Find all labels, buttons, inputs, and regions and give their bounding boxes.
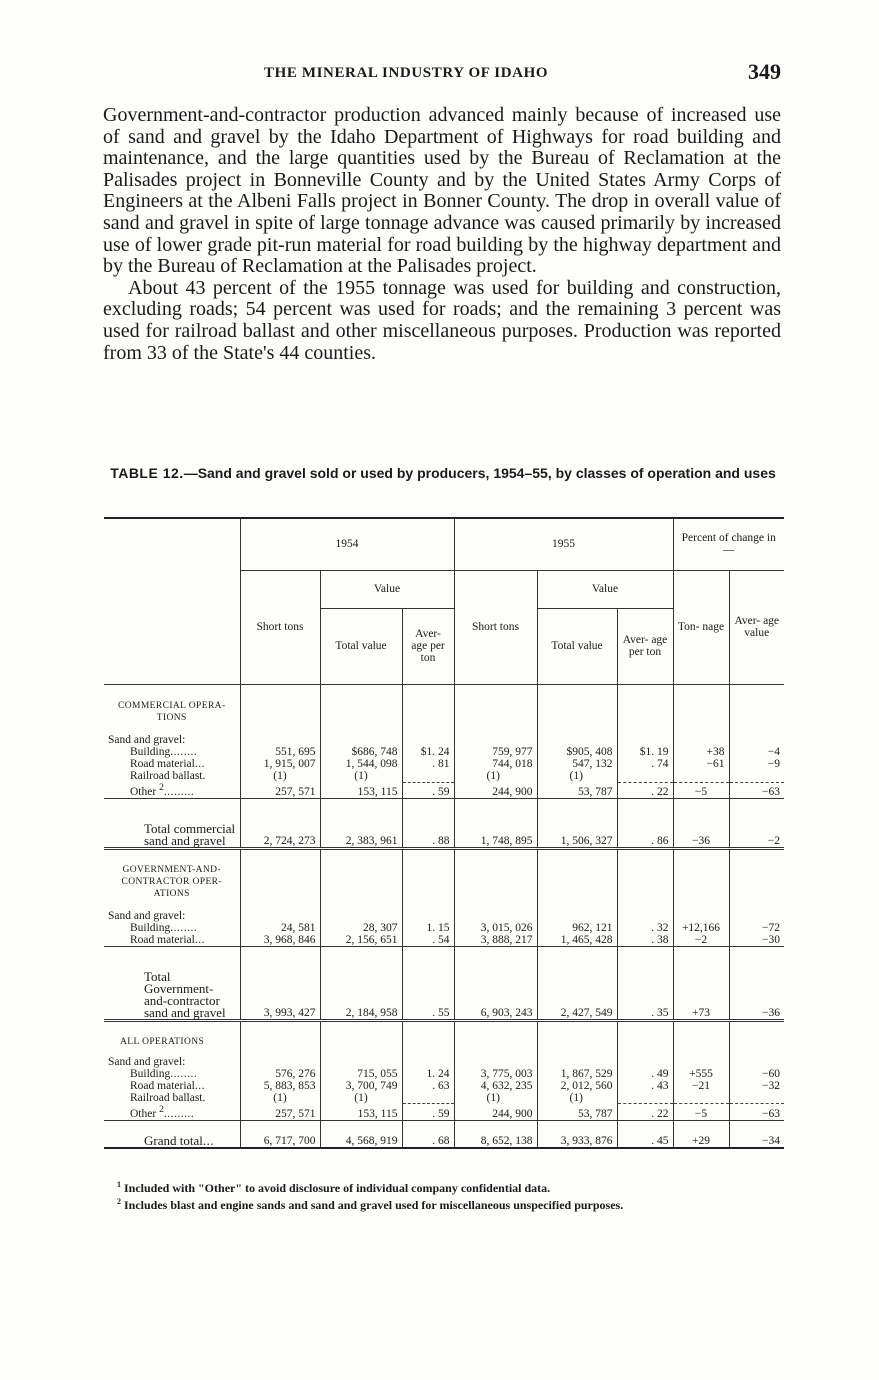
total-value-header-1954: Total value bbox=[320, 608, 402, 684]
table-cell: 2, 427, 549 bbox=[537, 946, 617, 1020]
table-cell: −61 bbox=[673, 758, 729, 770]
table-cell bbox=[729, 1092, 784, 1104]
section-commercial: COMMERCIAL OPERA- TIONS bbox=[117, 701, 226, 723]
table-cell: 1, 465, 428 bbox=[537, 934, 617, 947]
sand-gravel-label: Sand and gravel: bbox=[108, 734, 186, 746]
table-cell: 1. 24 bbox=[402, 1068, 454, 1080]
table-cell: (1) bbox=[240, 1092, 320, 1104]
row-label: Other bbox=[130, 785, 157, 798]
paragraph: Government-and-contractor production advanced mainly because of increased use of sand and gravel by the Idaho Department of Highways for road building and maintenance, and the large quantities used by the Bureau of Reclamation at the Palisades project in Bonneville County and by the United States Army Corps of Engineers at the Albeni Falls project in Bonner County. The drop in overall value of sand and gravel in spite of large tonnage advance was caused primarily by increased use of lower grade pit-run material for road building by the highway department and by the Bureau of Reclamation at the Palisades project. bbox=[103, 104, 781, 278]
table-cell: −63 bbox=[729, 782, 784, 798]
table-cell: 257, 571 bbox=[240, 1104, 320, 1120]
row-label: Railroad ballast bbox=[130, 1091, 203, 1104]
table-cell: 153, 115 bbox=[320, 1104, 402, 1120]
table-row bbox=[104, 724, 784, 746]
table-cell: 1, 915, 007 bbox=[240, 758, 320, 770]
table-cell bbox=[617, 770, 673, 782]
table-row: Road material... 1, 915, 007 1, 544, 098 . 81 744, 018 547, 132 . 74 −61 −9 bbox=[104, 758, 784, 770]
row-label: Railroad ballast bbox=[130, 770, 203, 782]
table-row: Railroad ballast. (1) (1) (1) (1) bbox=[104, 770, 784, 782]
sand-gravel-table bbox=[104, 517, 784, 1149]
table-caption-label: TABLE 12. bbox=[110, 465, 184, 481]
table-cell: $1. 19 bbox=[617, 746, 673, 758]
table-cell: 1, 867, 529 bbox=[537, 1068, 617, 1080]
table-cell: 153, 115 bbox=[320, 782, 402, 798]
table-row: Building........ 551, 695 $686, 748 $1. 24 759, 977 $905, 408 $1. 19 +38 −4 bbox=[104, 746, 784, 758]
table-cell bbox=[673, 770, 729, 782]
table-caption bbox=[104, 465, 782, 482]
row-label: Road material bbox=[130, 758, 195, 770]
table-row bbox=[104, 798, 784, 848]
table-cell: −30 bbox=[729, 934, 784, 947]
footnote bbox=[117, 1195, 797, 1212]
footnote-mark: 2 bbox=[159, 782, 164, 793]
table-cell: 2, 184, 958 bbox=[320, 946, 402, 1020]
year-1954-header: 1954 bbox=[240, 518, 454, 570]
table-cell: . 55 bbox=[402, 946, 454, 1020]
table-cell: 2, 724, 273 bbox=[240, 798, 320, 848]
table-row: Road material... 5, 883, 853 3, 700, 749 . 63 4, 632, 235 2, 012, 560 . 43 −21 −32 bbox=[104, 1080, 784, 1092]
table-cell bbox=[673, 1092, 729, 1104]
sand-gravel-label: Sand and gravel: bbox=[108, 909, 186, 922]
row-label: Other bbox=[130, 1107, 157, 1120]
table-cell: . 81 bbox=[402, 758, 454, 770]
table-cell: 6, 903, 243 bbox=[454, 946, 537, 1020]
table-row bbox=[104, 946, 784, 1020]
table-cell: 244, 900 bbox=[454, 1104, 537, 1120]
table-cell: . 22 bbox=[617, 782, 673, 798]
grand-total-text: Grand total bbox=[144, 1133, 203, 1149]
table-row: Building........ 576, 276 715, 055 1. 24 3, 775, 003 1, 867, 529 . 49 +555 −60 bbox=[104, 1068, 784, 1080]
table-row: Railroad ballast. (1) (1) (1) (1) bbox=[104, 1092, 784, 1104]
sand-gravel-label: Sand and gravel: bbox=[108, 1055, 186, 1068]
table-cell: $1. 24 bbox=[402, 746, 454, 758]
table-cell bbox=[402, 1092, 454, 1104]
table-cell: . 68 bbox=[402, 1120, 454, 1148]
table-cell: (1) bbox=[320, 770, 402, 782]
table-cell: −2 bbox=[673, 934, 729, 947]
footnote-text: Included with "Other" to avoid disclosure of individual company confidential data. bbox=[124, 1181, 551, 1195]
avg-per-ton-header-1954: Aver- age per ton bbox=[402, 608, 454, 684]
table-cell: +38 bbox=[673, 746, 729, 758]
table-cell: (1) bbox=[240, 770, 320, 782]
table-cell: −5 bbox=[673, 1104, 729, 1120]
page-number: 349 bbox=[748, 59, 781, 84]
table-cell: −60 bbox=[729, 1068, 784, 1080]
table-cell: 551, 695 bbox=[240, 746, 320, 758]
row-label: Building bbox=[130, 1067, 171, 1080]
table-cell: . 45 bbox=[617, 1120, 673, 1148]
footnote-text: Includes blast and engine sands and sand and gravel used for miscellaneous unspecified purposes. bbox=[124, 1198, 624, 1212]
avg-per-ton-header-1955: Aver- age per ton bbox=[617, 608, 673, 684]
table-cell: +73 bbox=[673, 946, 729, 1020]
total-commercial-label: Total commercial sand and gravel bbox=[104, 798, 240, 848]
footnotes bbox=[117, 1178, 797, 1212]
table-cell: . 43 bbox=[617, 1080, 673, 1092]
table-cell: . 74 bbox=[617, 758, 673, 770]
table-cell: 744, 018 bbox=[454, 758, 537, 770]
total-government-label: Total Government-and-contractor sand and gravel bbox=[104, 946, 240, 1020]
table-cell: −2 bbox=[729, 798, 784, 848]
value-header-1955: Value bbox=[537, 570, 673, 608]
table-cell: . 49 bbox=[617, 1068, 673, 1080]
table-cell: (1) bbox=[537, 770, 617, 782]
total-value-header-1955: Total value bbox=[537, 608, 617, 684]
table-cell: −9 bbox=[729, 758, 784, 770]
table-cell: . 59 bbox=[402, 782, 454, 798]
table-cell: (1) bbox=[537, 1092, 617, 1104]
table-cell: −72 bbox=[729, 922, 784, 934]
table-cell: −4 bbox=[729, 746, 784, 758]
table-cell: . 38 bbox=[617, 934, 673, 947]
table-cell: 3, 700, 749 bbox=[320, 1080, 402, 1092]
table-row bbox=[104, 900, 784, 922]
table-cell: 53, 787 bbox=[537, 1104, 617, 1120]
table-caption-text: —Sand and gravel sold or used by producers, 1954–55, by classes of operation and uses bbox=[183, 465, 776, 481]
row-label: Road material bbox=[130, 1079, 195, 1092]
footnote-mark: 1 bbox=[117, 1180, 121, 1189]
footnote bbox=[117, 1178, 797, 1195]
row-label: Road material bbox=[130, 933, 195, 946]
table-cell: 759, 977 bbox=[454, 746, 537, 758]
table-cell: 1, 544, 098 bbox=[320, 758, 402, 770]
running-title: THE MINERAL INDUSTRY OF IDAHO bbox=[264, 65, 549, 81]
table-cell: 1. 15 bbox=[402, 922, 454, 934]
tonnage-change-header: Ton- nage bbox=[673, 570, 729, 684]
table-cell: . 86 bbox=[617, 798, 673, 848]
table-cell: 257, 571 bbox=[240, 782, 320, 798]
avg-value-change-header: Aver- age value bbox=[729, 570, 784, 684]
year-1955-header: 1955 bbox=[454, 518, 673, 570]
table-cell: 576, 276 bbox=[240, 1068, 320, 1080]
table-cell: −63 bbox=[729, 1104, 784, 1120]
table-row: Other $^2$......... 257, 571 153, 115 . 59 244, 900 53, 787 . 22 −5 −63 bbox=[104, 782, 784, 798]
table-cell bbox=[617, 1092, 673, 1104]
table-cell: 547, 132 bbox=[537, 758, 617, 770]
table-cell: 2, 156, 651 bbox=[320, 934, 402, 947]
row-label: Building bbox=[130, 746, 171, 758]
stub-header bbox=[104, 518, 240, 684]
table-cell: 1, 506, 327 bbox=[537, 798, 617, 848]
table-cell: 4, 632, 235 bbox=[454, 1080, 537, 1092]
short-tons-header-1954: Short tons bbox=[240, 570, 320, 684]
table-cell: −36 bbox=[729, 946, 784, 1020]
table-cell: 5, 883, 853 bbox=[240, 1080, 320, 1092]
table-cell: (1) bbox=[454, 770, 537, 782]
table-cell: −5 bbox=[673, 782, 729, 798]
short-tons-header-1955: Short tons bbox=[454, 570, 537, 684]
section-all: ALL OPERATIONS bbox=[104, 1020, 240, 1048]
table-cell: 962, 121 bbox=[537, 922, 617, 934]
table-cell: (1) bbox=[320, 1092, 402, 1104]
table-cell: −32 bbox=[729, 1080, 784, 1092]
table-cell: . 35 bbox=[617, 946, 673, 1020]
value-header-1954: Value bbox=[320, 570, 454, 608]
table-cell: +12,166 bbox=[673, 922, 729, 934]
grand-total-label: Grand total... bbox=[104, 1120, 240, 1148]
footnote-mark: 2 bbox=[159, 1103, 164, 1115]
table-cell: 28, 307 bbox=[320, 922, 402, 934]
table-cell: 6, 717, 700 bbox=[240, 1120, 320, 1148]
table-cell: . 54 bbox=[402, 934, 454, 947]
table-row: Building........ 24, 581 28, 307 1. 15 3, 015, 026 962, 121 . 32 +12,166 −72 bbox=[104, 922, 784, 934]
table-cell: 3, 015, 026 bbox=[454, 922, 537, 934]
row-label: Building bbox=[130, 921, 171, 934]
table-cell: 244, 900 bbox=[454, 782, 537, 798]
table-row bbox=[104, 1048, 784, 1068]
table-cell: −36 bbox=[673, 798, 729, 848]
table-cell: $686, 748 bbox=[320, 746, 402, 758]
table-cell: $905, 408 bbox=[537, 746, 617, 758]
table-cell: . 59 bbox=[402, 1104, 454, 1120]
table-cell: 24, 581 bbox=[240, 922, 320, 934]
table-cell bbox=[729, 770, 784, 782]
table-cell: 1, 748, 895 bbox=[454, 798, 537, 848]
table-cell: . 63 bbox=[402, 1080, 454, 1092]
table-cell: 8, 652, 138 bbox=[454, 1120, 537, 1148]
table-cell: . 32 bbox=[617, 922, 673, 934]
body-text bbox=[103, 105, 781, 364]
section-government: GOVERNMENT-AND- CONTRACTOR OPER- ATIONS bbox=[104, 848, 240, 900]
percent-change-header: Percent of change in— bbox=[673, 518, 784, 570]
table-cell: . 22 bbox=[617, 1104, 673, 1120]
table-cell: 2, 383, 961 bbox=[320, 798, 402, 848]
table-cell bbox=[402, 770, 454, 782]
paragraph: About 43 percent of the 1955 tonnage was used for building and construction, excluding roads; 54 percent was used for roads; and the remaining 3 percent was used for railroad ballast and other miscellaneous purposes. Production was reported from 33 of the State's 44 counties. bbox=[103, 276, 781, 364]
table-row: Road material... 3, 968, 846 2, 156, 651 . 54 3, 888, 217 1, 465, 428 . 38 −2 −30 bbox=[104, 934, 784, 947]
table-cell: +555 bbox=[673, 1068, 729, 1080]
table-row: Other $^2$......... 257, 571 153, 115 . 59 244, 900 53, 787 . 22 −5 −63 bbox=[104, 1104, 784, 1120]
table-cell: 3, 993, 427 bbox=[240, 946, 320, 1020]
table-cell: 2, 012, 560 bbox=[537, 1080, 617, 1092]
table-cell: (1) bbox=[454, 1092, 537, 1104]
table-cell: 3, 775, 003 bbox=[454, 1068, 537, 1080]
table-cell: −34 bbox=[729, 1120, 784, 1148]
table-cell: 53, 787 bbox=[537, 782, 617, 798]
table-cell: 4, 568, 919 bbox=[320, 1120, 402, 1148]
table-cell: 3, 933, 876 bbox=[537, 1120, 617, 1148]
page-header bbox=[104, 59, 781, 89]
table-cell: . 88 bbox=[402, 798, 454, 848]
table-cell: 715, 055 bbox=[320, 1068, 402, 1080]
table-cell: +29 bbox=[673, 1120, 729, 1148]
table-cell: 3, 888, 217 bbox=[454, 934, 537, 947]
table-cell: 3, 968, 846 bbox=[240, 934, 320, 947]
footnote-mark: 2 bbox=[117, 1197, 121, 1206]
table-row bbox=[104, 1120, 784, 1148]
table-cell: −21 bbox=[673, 1080, 729, 1092]
